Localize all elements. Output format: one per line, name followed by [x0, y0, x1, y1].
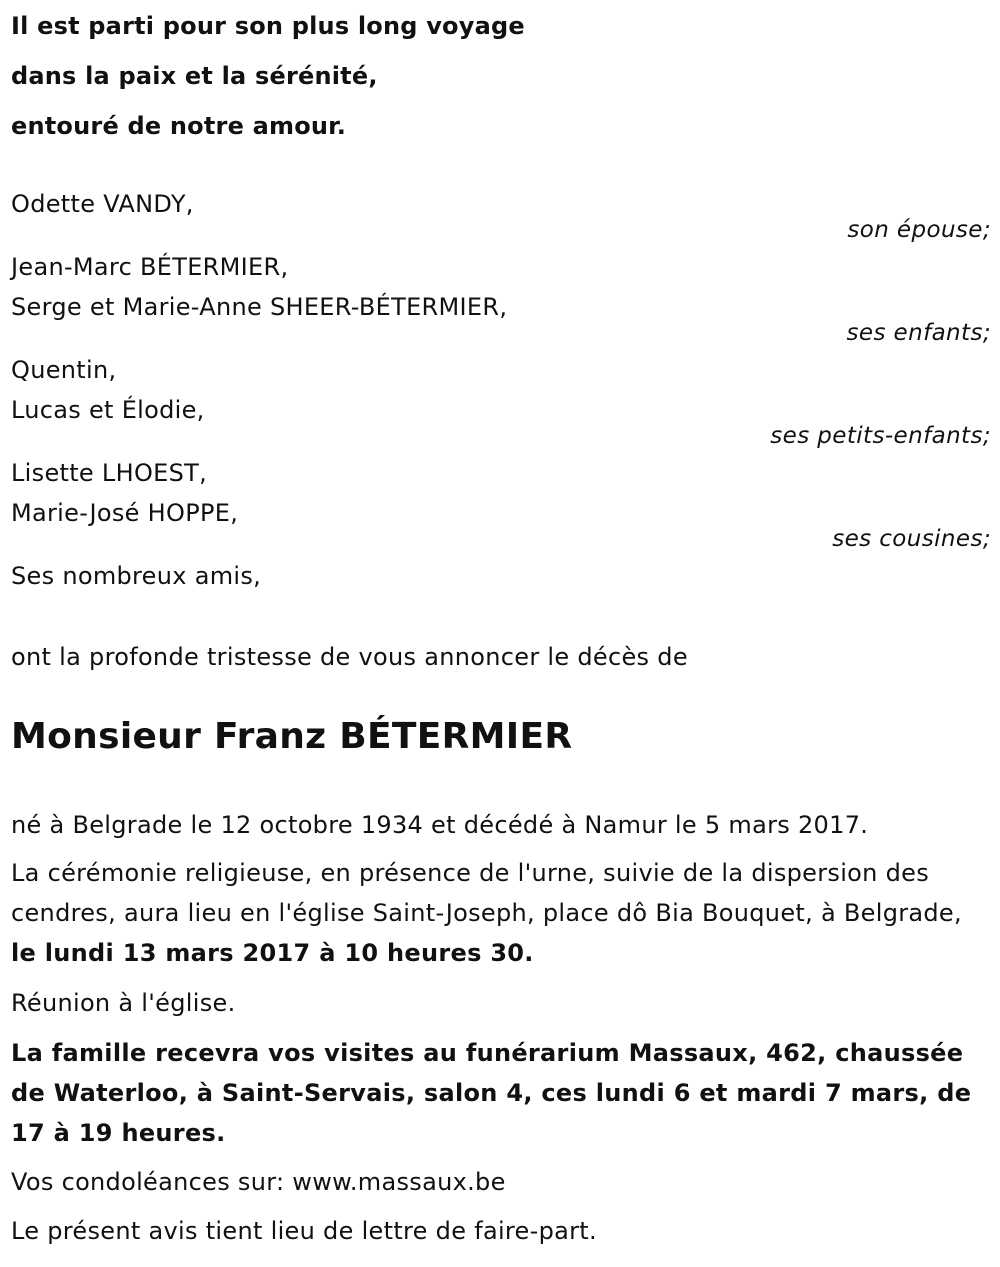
friends-line: Ses nombreux amis, — [11, 562, 262, 590]
birth-death-line: né à Belgrade le 12 octobre 1934 et décédé à Namur le 5 mars 2017. — [11, 811, 869, 839]
family-role: ses petits-enfants; — [770, 423, 991, 449]
notice-line: Le présent avis tient lieu de lettre de faire-part. — [11, 1217, 597, 1245]
deceased-name: Monsieur Franz BÉTERMIER — [11, 716, 573, 757]
condolences-line: Vos condoléances sur: www.massaux.be — [11, 1168, 506, 1196]
family-name: Serge et Marie-Anne SHEER-BÉTERMIER, — [11, 293, 508, 321]
family-role: son épouse; — [847, 217, 991, 243]
family-name: Odette VANDY, — [11, 190, 194, 218]
family-group-spouse — [11, 184, 991, 242]
reunion-line: Réunion à l'église. — [11, 989, 236, 1017]
family-role: ses cousines; — [832, 526, 991, 552]
visits-paragraph: La famille recevra vos visites au funérarium Massaux, 462, chaussée de Waterloo, à Saint-Servais, salon 4, ces lundi 6 et mardi 7 mars, de 17 à 19 heures. — [11, 1039, 972, 1147]
family-group-grandchildren — [11, 350, 991, 448]
intro-line: dans la paix et la sérénité, — [11, 62, 378, 90]
family-name: Jean-Marc BÉTERMIER, — [11, 253, 289, 281]
family-name: Quentin, — [11, 356, 117, 384]
ceremony-date: le lundi 13 mars 2017 à 10 heures 30. — [11, 939, 534, 967]
intro-line: Il est parti pour son plus long voyage — [11, 12, 525, 40]
family-name: Lisette LHOEST, — [11, 459, 208, 487]
family-name: Marie-José HOPPE, — [11, 499, 239, 527]
ceremony-paragraph — [11, 853, 991, 973]
family-group-children — [11, 247, 991, 345]
family-role: ses enfants; — [846, 320, 991, 346]
announcement-line: ont la profonde tristesse de vous annoncer le décès de — [11, 643, 688, 671]
family-group-cousins — [11, 453, 991, 551]
intro-verse — [11, 1, 525, 151]
intro-line: entouré de notre amour. — [11, 112, 347, 140]
ceremony-text: La cérémonie religieuse, en présence de l'urne, suivie de la dispersion des cendres, aura lieu en l'église Saint-Joseph, place dô Bia Bouquet, à Belgrade, — [11, 859, 962, 927]
family-name: Lucas et Élodie, — [11, 396, 205, 424]
